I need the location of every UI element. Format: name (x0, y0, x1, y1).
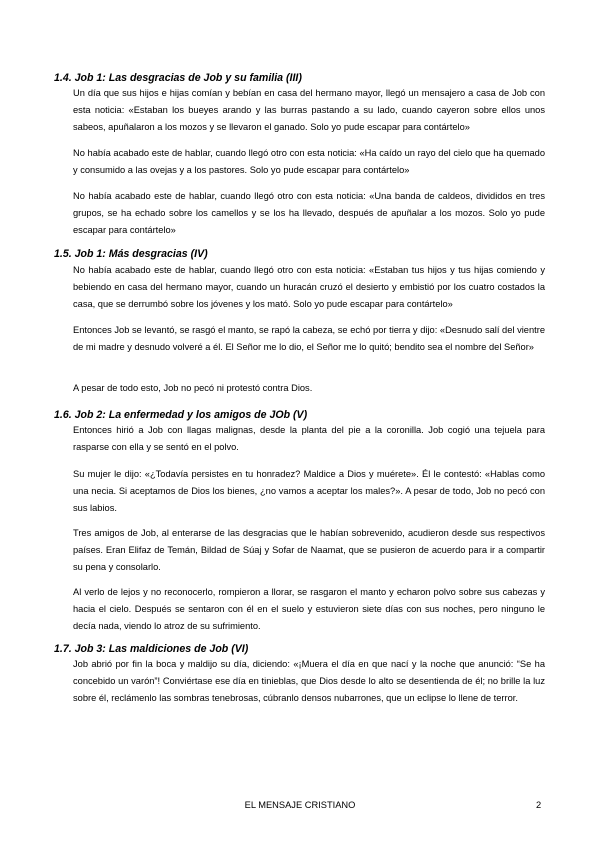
section-heading: 1.6. Job 2: La enfermedad y los amigos de JOb (V) (54, 409, 308, 421)
paragraph: No había acabado este de hablar, cuando llegó otro con esta noticia: «Ha caído un rayo del cielo que ha quemado y consumido a las ovejas y a los pastores. Solo yo pude escapar para contártelo» (73, 148, 545, 175)
section-heading: 1.4. Job 1: Las desgracias de Job y su familia (III) (54, 72, 302, 84)
paragraph: Tres amigos de Job, al enterarse de las desgracias que le habían sobrevenido, acudieron desde sus respectivos países. Eran Elifaz de Temán, Bildad de Súaj y Sofar de Naamat, que se pusieron de acuerdo para ir a compartir su pena y consolarlo. (73, 528, 545, 572)
paragraph: No había acabado este de hablar, cuando llegó otro con esta noticia: «Una banda de caldeos, divididos en tres grupos, se ha echado sobre los camellos y se los ha llevado, después de apuñalar a los mozos. Solo yo pude escapar para contártelo» (73, 191, 545, 235)
paragraph: Job abrió por fin la boca y maldijo su día, diciendo: «¡Muera el día en que nací y la noche que anunció: “Se ha concebido un varón”! Conviértase ese día en tinieblas, que Dios desde lo alto se desentienda de él; no brille la luz sobre él, reclámenlo las sombras tenebrosas, cúbranlo densos nubarrones, que un eclipse lo llene de terror. (73, 659, 545, 703)
section-heading: 1.5. Job 1: Más desgracias (IV) (54, 248, 208, 260)
paragraph: Un día que sus hijos e hijas comían y bebían en casa del hermano mayor, llegó un mensajero a casa de Job con esta noticia: «Estaban los bueyes arando y las burras pastando a su lado, cuando cayeron sobre ellos unos sabeos, apuñalaron a los mozos y se llevaron el ganado. Solo yo pude escapar para contártelo» (73, 88, 545, 132)
paragraph: No había acabado este de hablar, cuando llegó otro con esta noticia: «Estaban tus hijos y tus hijas comiendo y bebiendo en casa del hermano mayor, cuando un huracán cruzó el desierto y embistió por los cuatro costados la casa, que se derrumbó sobre los jóvenes y los mató. Solo yo pude escapar para contártelo» (73, 265, 545, 309)
paragraph: Al verlo de lejos y no reconocerlo, rompieron a llorar, se rasgaron el manto y echaron polvo sobre sus cabezas y hacia el cielo. Después se sentaron con él en el suelo y estuvieron siete días con sus noches, pero ninguno le decía nada, viendo lo atroz de su sufrimiento. (73, 587, 545, 631)
paragraph: Entonces hirió a Job con llagas malignas, desde la planta del pie a la coronilla. Job cogió una tejuela para rasparse con ella y se sentó en el polvo. (73, 425, 545, 452)
page-number: 2 (536, 800, 542, 810)
footer-title: EL MENSAJE CRISTIANO (244, 800, 356, 810)
paragraph: Entonces Job se levantó, se rasgó el manto, se rapó la cabeza, se echó por tierra y dijo: «Desnudo salí del vientre de mi madre y desnudo volveré a él. El Señor me lo dio, el Señor me lo quitó; bendito sea el nombre del Señor» (73, 325, 545, 352)
section-heading: 1.7. Job 3: Las maldiciones de Job (VI) (54, 643, 249, 655)
paragraph: Su mujer le dijo: «¿Todavía persistes en tu honradez? Maldice a Dios y muérete». Él le contestó: «Hablas como una necia. Si aceptamos de Dios los bienes, ¿no vamos a aceptar los males?». A pesar de todo, Job no pecó con sus labios. (73, 469, 545, 513)
paragraph: A pesar de todo esto, Job no pecó ni protestó contra Dios. (73, 383, 313, 393)
